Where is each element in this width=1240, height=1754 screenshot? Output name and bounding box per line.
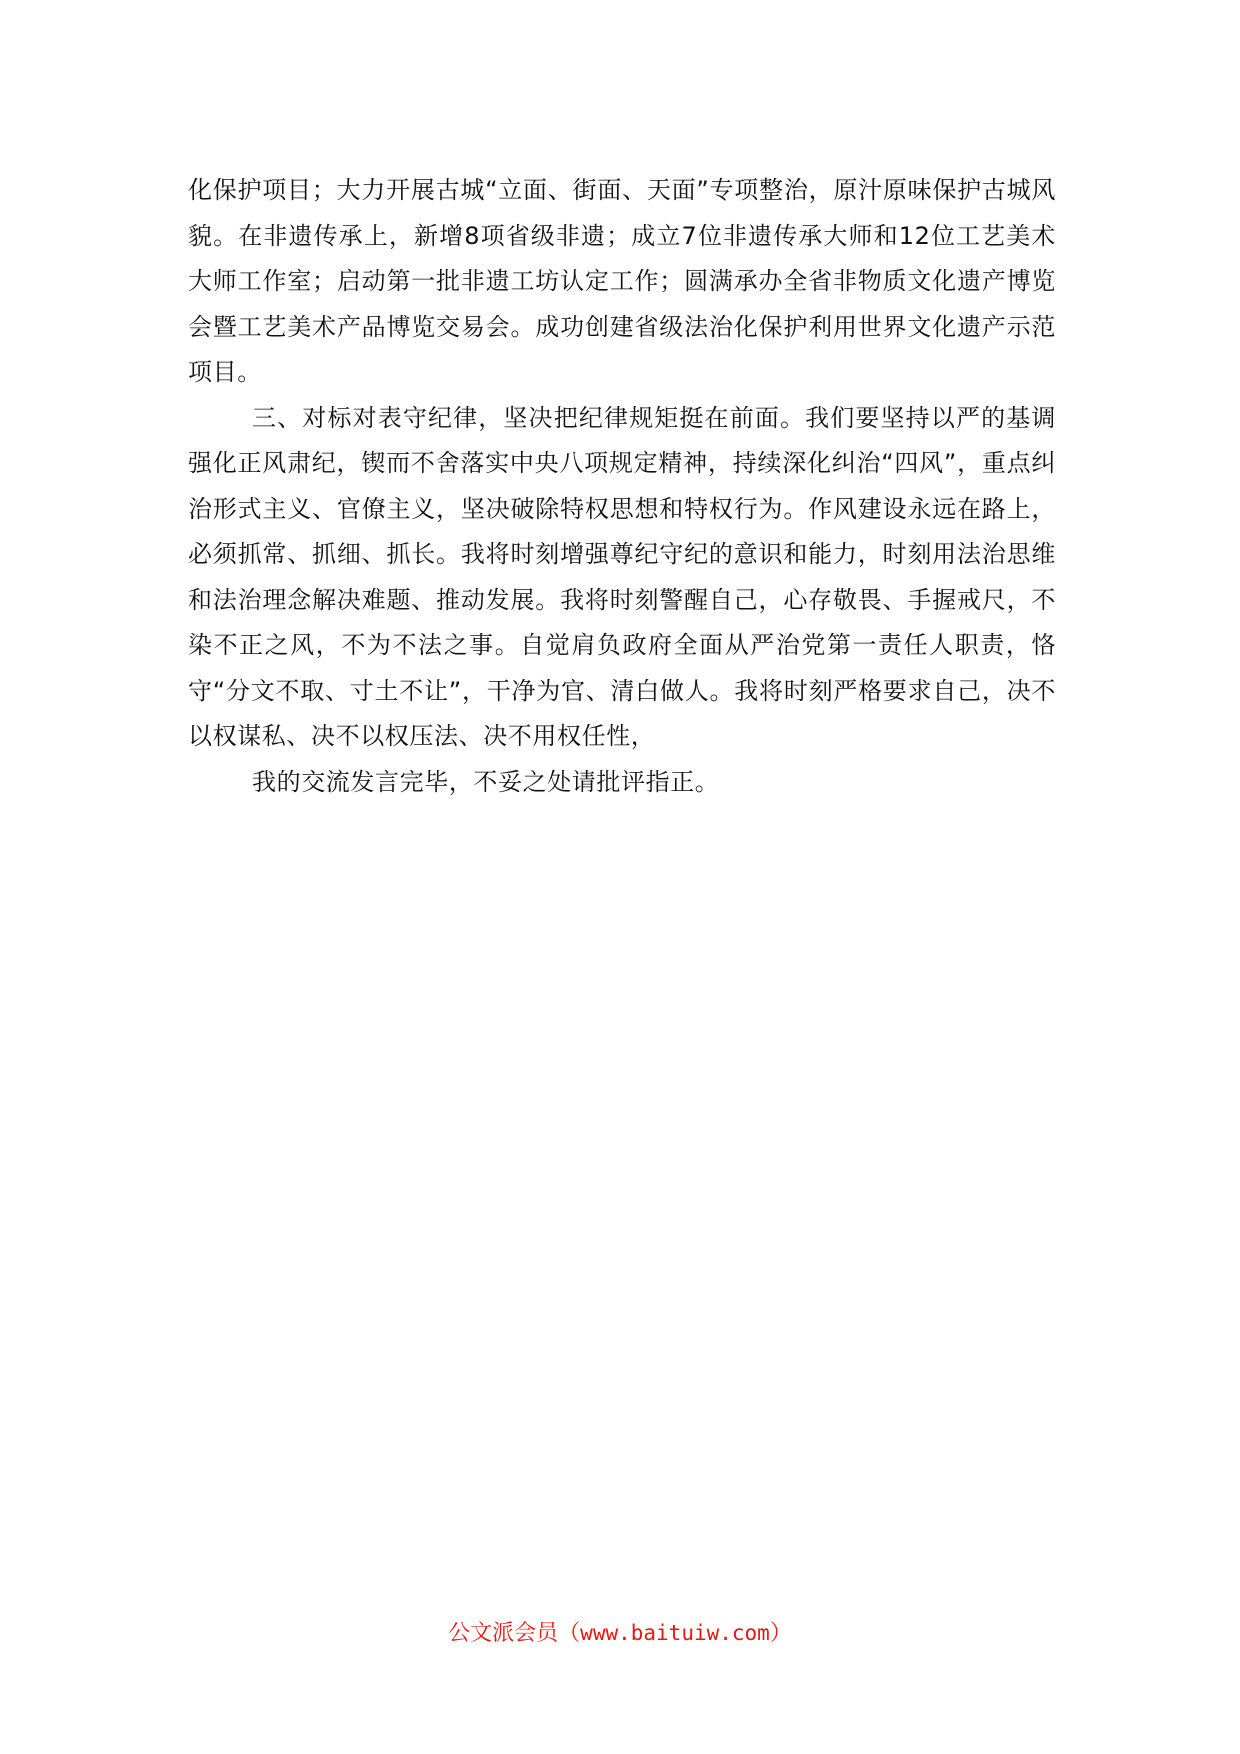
document-body [188,168,1056,805]
footer-watermark [0,1618,1240,1649]
footer-open-paren: （ [558,1621,581,1646]
paragraph-continuation: 化保护项目；大力开展古城“立面、街面、天面”专项整治，原汁原味保护古城风貌。在非遗传承上，新增8项省级非遗；成立7位非遗传承大师和12位工艺美术大师工作室；启动第一批非遗工坊认定工作；圆满承办全省非物质文化遗产博览会暨工艺美术产品博览交易会。成功创建省级法治化保护利用世界文化遗产示范项目。 [188,176,1056,386]
footer-brand: 公文派会员 [448,1621,559,1646]
paragraph-closing: 我的交流发言完毕，不妥之处请批评指正。 [252,767,720,796]
footer-close-paren: ） [769,1621,792,1646]
paragraph-discipline: 三、对标对表守纪律，坚决把纪律规矩挺在前面。我们要坚持以严的基调强化正风肃纪，锲而不舍落实中央八项规定精神，持续深化纠治“四风”，重点纠治形式主义、官僚主义，坚决破除特权思想和特权行为。作风建设永远在路上，必须抓常、抓细、抓长。我将时刻增强尊纪守纪的意识和能力，时刻用法治思维和法治理念解决难题、推动发展。我将时刻警醒自己，心存敬畏、手握戒尺，不染不正之风，不为不法之事。自觉肩负政府全面从严治党第一责任人职责，恪守“分文不取、寸土不让”，干净为官、清白做人。我将时刻严格要求自己，决不以权谋私、决不以权压法、决不用权任性， [188,403,1056,750]
footer-url-link[interactable]: www.baituiw.com [580,1621,770,1645]
